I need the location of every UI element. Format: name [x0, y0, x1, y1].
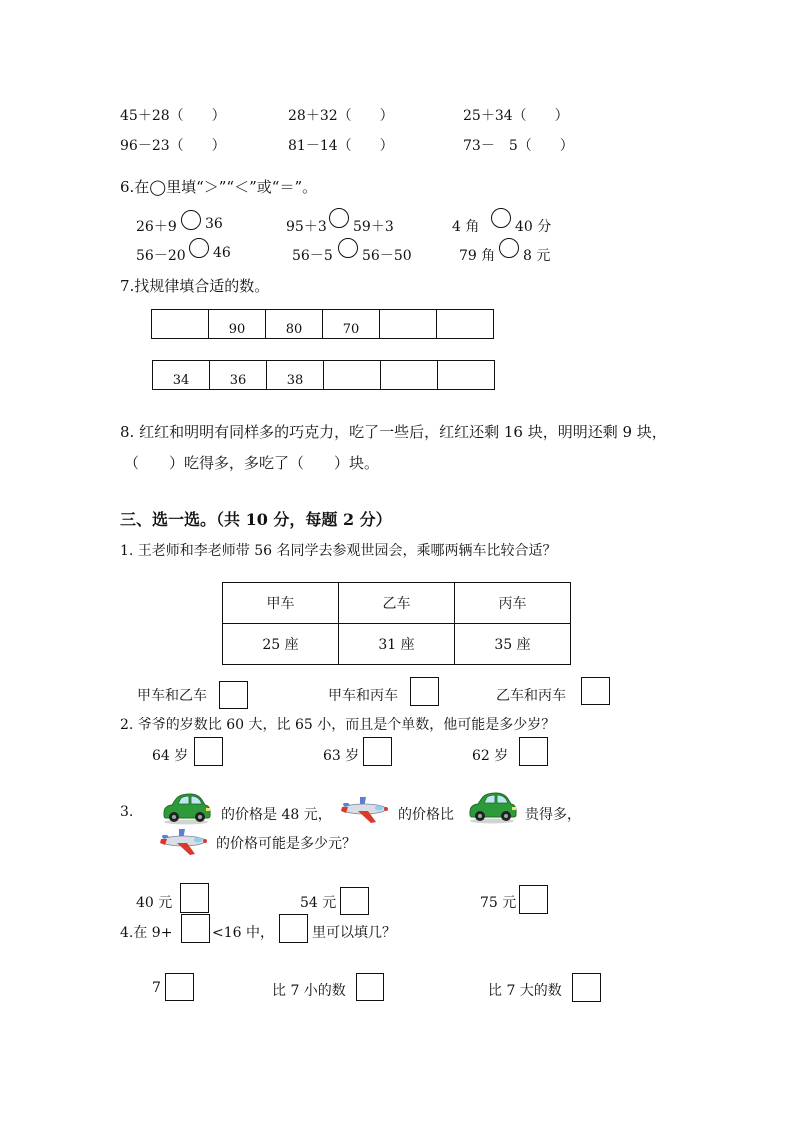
- s3-text-1: 的价格是 48 元，: [221, 807, 332, 823]
- sequence-cell[interactable]: [380, 310, 437, 339]
- q6-right: 46: [213, 245, 231, 261]
- s1-question: 1. 王老师和李老师带 56 名同学去参观世园会，乘哪两辆车比较合适？: [120, 543, 557, 559]
- q7-title: 7.找规律填合适的数。: [120, 277, 270, 295]
- section-3-title: 三、选一选。（共 10 分，每题 2 分）: [120, 510, 392, 529]
- s1-option-label: 甲车和乙车: [137, 688, 207, 704]
- s3-option-label: 54 元: [300, 895, 337, 911]
- s4-mid: <16 中，: [212, 925, 274, 941]
- answer-box[interactable]: [572, 973, 601, 1002]
- calc-item: 81－14（ ）: [288, 138, 394, 154]
- answer-box[interactable]: [219, 681, 248, 709]
- bus-seats: 25 座: [223, 624, 339, 665]
- answer-box[interactable]: [340, 887, 369, 915]
- q6-right: 59＋3: [353, 219, 394, 235]
- s4-prefix: 4.在 9+: [120, 925, 173, 941]
- answer-box[interactable]: [363, 737, 392, 766]
- s4-option-label: 比 7 小的数: [272, 983, 346, 999]
- compare-circle[interactable]: [338, 238, 358, 258]
- sequence-cell: 70: [323, 310, 380, 339]
- s3-option-label: 40 元: [136, 895, 173, 911]
- s3-text-2: 的价格比: [398, 807, 454, 823]
- q6-left: 79 角: [459, 248, 496, 264]
- compare-circle[interactable]: [491, 208, 511, 228]
- bus-table: [222, 582, 571, 665]
- green-car-icon: [160, 791, 212, 825]
- s2-option-label: 63 岁: [323, 748, 360, 764]
- sequence-cell[interactable]: [438, 361, 495, 390]
- q6-title: 6.在◯里填“＞”“＜”或“＝”。: [120, 178, 318, 196]
- q6-left: 56－5: [292, 248, 333, 264]
- q8-line-2: （ ）吃得多，多吃了（ ）块。: [124, 454, 380, 472]
- sequence-cell: 34: [153, 361, 210, 390]
- blank-box[interactable]: [279, 914, 308, 943]
- s3-number: 3.: [120, 804, 134, 820]
- answer-box[interactable]: [519, 885, 548, 914]
- calc-item: 73－ 5（ ）: [463, 138, 574, 154]
- s3-text-4: 的价格可能是多少元？: [216, 836, 356, 852]
- s3-option-label: 75 元: [480, 895, 517, 911]
- compare-circle[interactable]: [499, 238, 519, 258]
- calc-item: 96－23（ ）: [120, 138, 226, 154]
- s3-text-3: 贵得多，: [525, 807, 581, 823]
- sequence-cell: 38: [267, 361, 324, 390]
- calc-item: 45＋28（ ）: [120, 108, 226, 124]
- q6-right: 56－50: [362, 248, 412, 264]
- s4-option-label: 7: [152, 980, 161, 996]
- compare-circle[interactable]: [181, 210, 201, 230]
- blank-box[interactable]: [181, 914, 210, 943]
- compare-circle[interactable]: [189, 238, 209, 258]
- q6-left: 4 角: [452, 219, 480, 235]
- q6-left: 56－20: [136, 248, 186, 264]
- q6-left: 26＋9: [136, 219, 177, 235]
- green-car-icon: [466, 790, 518, 824]
- sequence-cell[interactable]: [324, 361, 381, 390]
- sequence-cell: 80: [266, 310, 323, 339]
- q6-left: 95＋3: [286, 219, 327, 235]
- q6-right: 8 元: [523, 248, 551, 264]
- q6-right: 36: [205, 216, 223, 232]
- sequence-cell: 36: [210, 361, 267, 390]
- answer-box[interactable]: [180, 883, 209, 913]
- s2-option-label: 64 岁: [152, 748, 189, 764]
- toy-plane-icon: [157, 827, 209, 857]
- sequence-table-1: [151, 309, 494, 339]
- s2-question: 2. 爷爷的岁数比 60 大，比 65 小，而且是个单数，他可能是多少岁？: [120, 717, 556, 733]
- bus-header: 乙车: [339, 583, 455, 624]
- s4-option-label: 比 7 大的数: [488, 983, 562, 999]
- calc-item: 28＋32（ ）: [288, 108, 394, 124]
- answer-box[interactable]: [519, 737, 548, 766]
- sequence-table-2: [152, 360, 495, 390]
- q6-right: 40 分: [515, 219, 552, 235]
- answer-box[interactable]: [165, 973, 194, 1001]
- answer-box[interactable]: [356, 973, 384, 1001]
- bus-header: 甲车: [223, 583, 339, 624]
- s1-option-label: 甲车和丙车: [328, 688, 398, 704]
- answer-box[interactable]: [194, 737, 223, 766]
- bus-seats: 35 座: [455, 624, 571, 665]
- sequence-cell[interactable]: [152, 310, 209, 339]
- sequence-cell[interactable]: [437, 310, 494, 339]
- sequence-cell[interactable]: [381, 361, 438, 390]
- toy-plane-icon: [338, 795, 390, 825]
- s4-suffix: 里可以填几？: [312, 925, 396, 941]
- answer-box[interactable]: [410, 677, 439, 706]
- calc-item: 25＋34（ ）: [463, 108, 569, 124]
- s1-option-label: 乙车和丙车: [496, 688, 566, 704]
- bus-seats: 31 座: [339, 624, 455, 665]
- compare-circle[interactable]: [329, 208, 349, 228]
- answer-box[interactable]: [581, 677, 610, 705]
- q8-line-1: 8. 红红和明明有同样多的巧克力，吃了一些后，红红还剩 16 块，明明还剩 9 块，: [120, 423, 667, 441]
- bus-header: 丙车: [455, 583, 571, 624]
- s2-option-label: 62 岁: [472, 748, 509, 764]
- sequence-cell: 90: [209, 310, 266, 339]
